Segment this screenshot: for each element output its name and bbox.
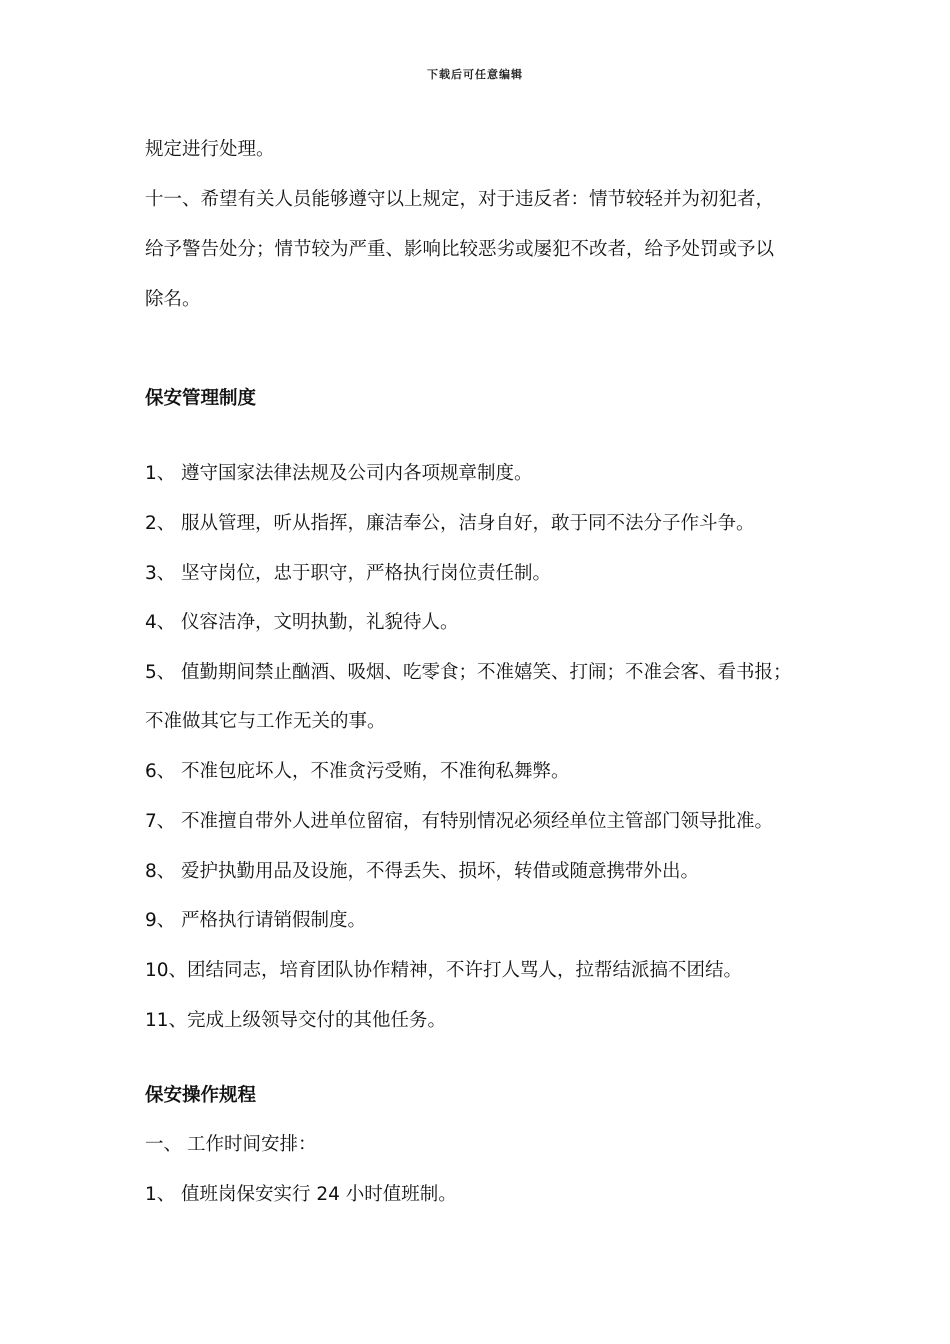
list-item-number: 7、 <box>145 811 176 832</box>
list-item-text: 爱护执勤用品及设施，不得丢失、损坏，转借或随意携带外出。 <box>181 861 700 882</box>
list-item-text: 值勤期间禁止酗酒、吸烟、吃零食；不准嬉笑、打闹；不准会客、看书报； <box>181 662 792 683</box>
list-item-number: 4、 <box>145 612 176 633</box>
list-item-text: 值班岗保安实行 24 小时值班制。 <box>181 1184 457 1205</box>
list-item-number: 3、 <box>145 563 176 584</box>
list-item <box>145 760 570 784</box>
section-title-operations: 保安操作规程 <box>145 1085 257 1106</box>
list-item <box>145 1009 446 1033</box>
list-item-text: 严格执行请销假制度。 <box>181 910 367 931</box>
list-item <box>145 562 551 586</box>
list-item <box>145 512 755 536</box>
list-item-number: 5、 <box>145 662 176 683</box>
list-item-text: 完成上级领导交付的其他任务。 <box>187 1010 447 1031</box>
list-item-text: 服从管理，听从指挥，廉洁奉公，洁身自好，敢于同不法分子作斗争。 <box>181 513 755 534</box>
list-item <box>145 909 366 933</box>
list-item <box>145 810 773 834</box>
list-item <box>145 611 459 635</box>
intro-line-4: 除名。 <box>145 289 201 310</box>
list-item <box>145 462 533 486</box>
list-item-number: 10、 <box>145 960 188 981</box>
list-item-number: 11、 <box>145 1010 188 1031</box>
list-item-text: 遵守国家法律法规及公司内各项规章制度。 <box>181 463 533 484</box>
list-item-number: 1、 <box>145 1184 176 1205</box>
list-item-text: 坚守岗位，忠于职守，严格执行岗位责任制。 <box>181 563 552 584</box>
sub-heading-text: 工作时间安排： <box>187 1134 317 1155</box>
list-item-text: 不准擅自带外人进单位留宿，有特别情况必须经单位主管部门领导批准。 <box>181 811 774 832</box>
list-item <box>145 959 742 983</box>
section-title-management: 保安管理制度 <box>145 388 257 409</box>
list-item-number: 8、 <box>145 861 176 882</box>
list-item <box>145 860 699 884</box>
list-item-number: 1、 <box>145 463 176 484</box>
intro-line-1: 规定进行处理。 <box>145 139 275 160</box>
list-item-number: 6、 <box>145 761 176 782</box>
list-item-continuation: 不准做其它与工作无关的事。 <box>145 711 386 732</box>
intro-line-2: 十一、希望有关人员能够遵守以上规定，对于违反者：情节较轻并为初犯者， <box>145 189 775 210</box>
list-item <box>145 1183 457 1207</box>
page-header: 下载后可任意编辑 <box>427 68 523 81</box>
list-item-text: 不准包庇坏人，不准贪污受贿，不准徇私舞弊。 <box>181 761 570 782</box>
list-item-text: 仪容洁净，文明执勤，礼貌待人。 <box>181 612 459 633</box>
list-item-number: 2、 <box>145 513 176 534</box>
list-item-number: 9、 <box>145 910 176 931</box>
list-item <box>145 661 792 685</box>
intro-line-3: 给予警告处分；情节较为严重、影响比较恶劣或屡犯不改者，给予处罚或予以 <box>145 239 775 260</box>
sub-heading-number: 一、 <box>145 1134 183 1155</box>
list-item-text: 团结同志，培育团队协作精神，不许打人骂人，拉帮结派搞不团结。 <box>187 960 743 981</box>
sub-heading <box>145 1133 317 1157</box>
